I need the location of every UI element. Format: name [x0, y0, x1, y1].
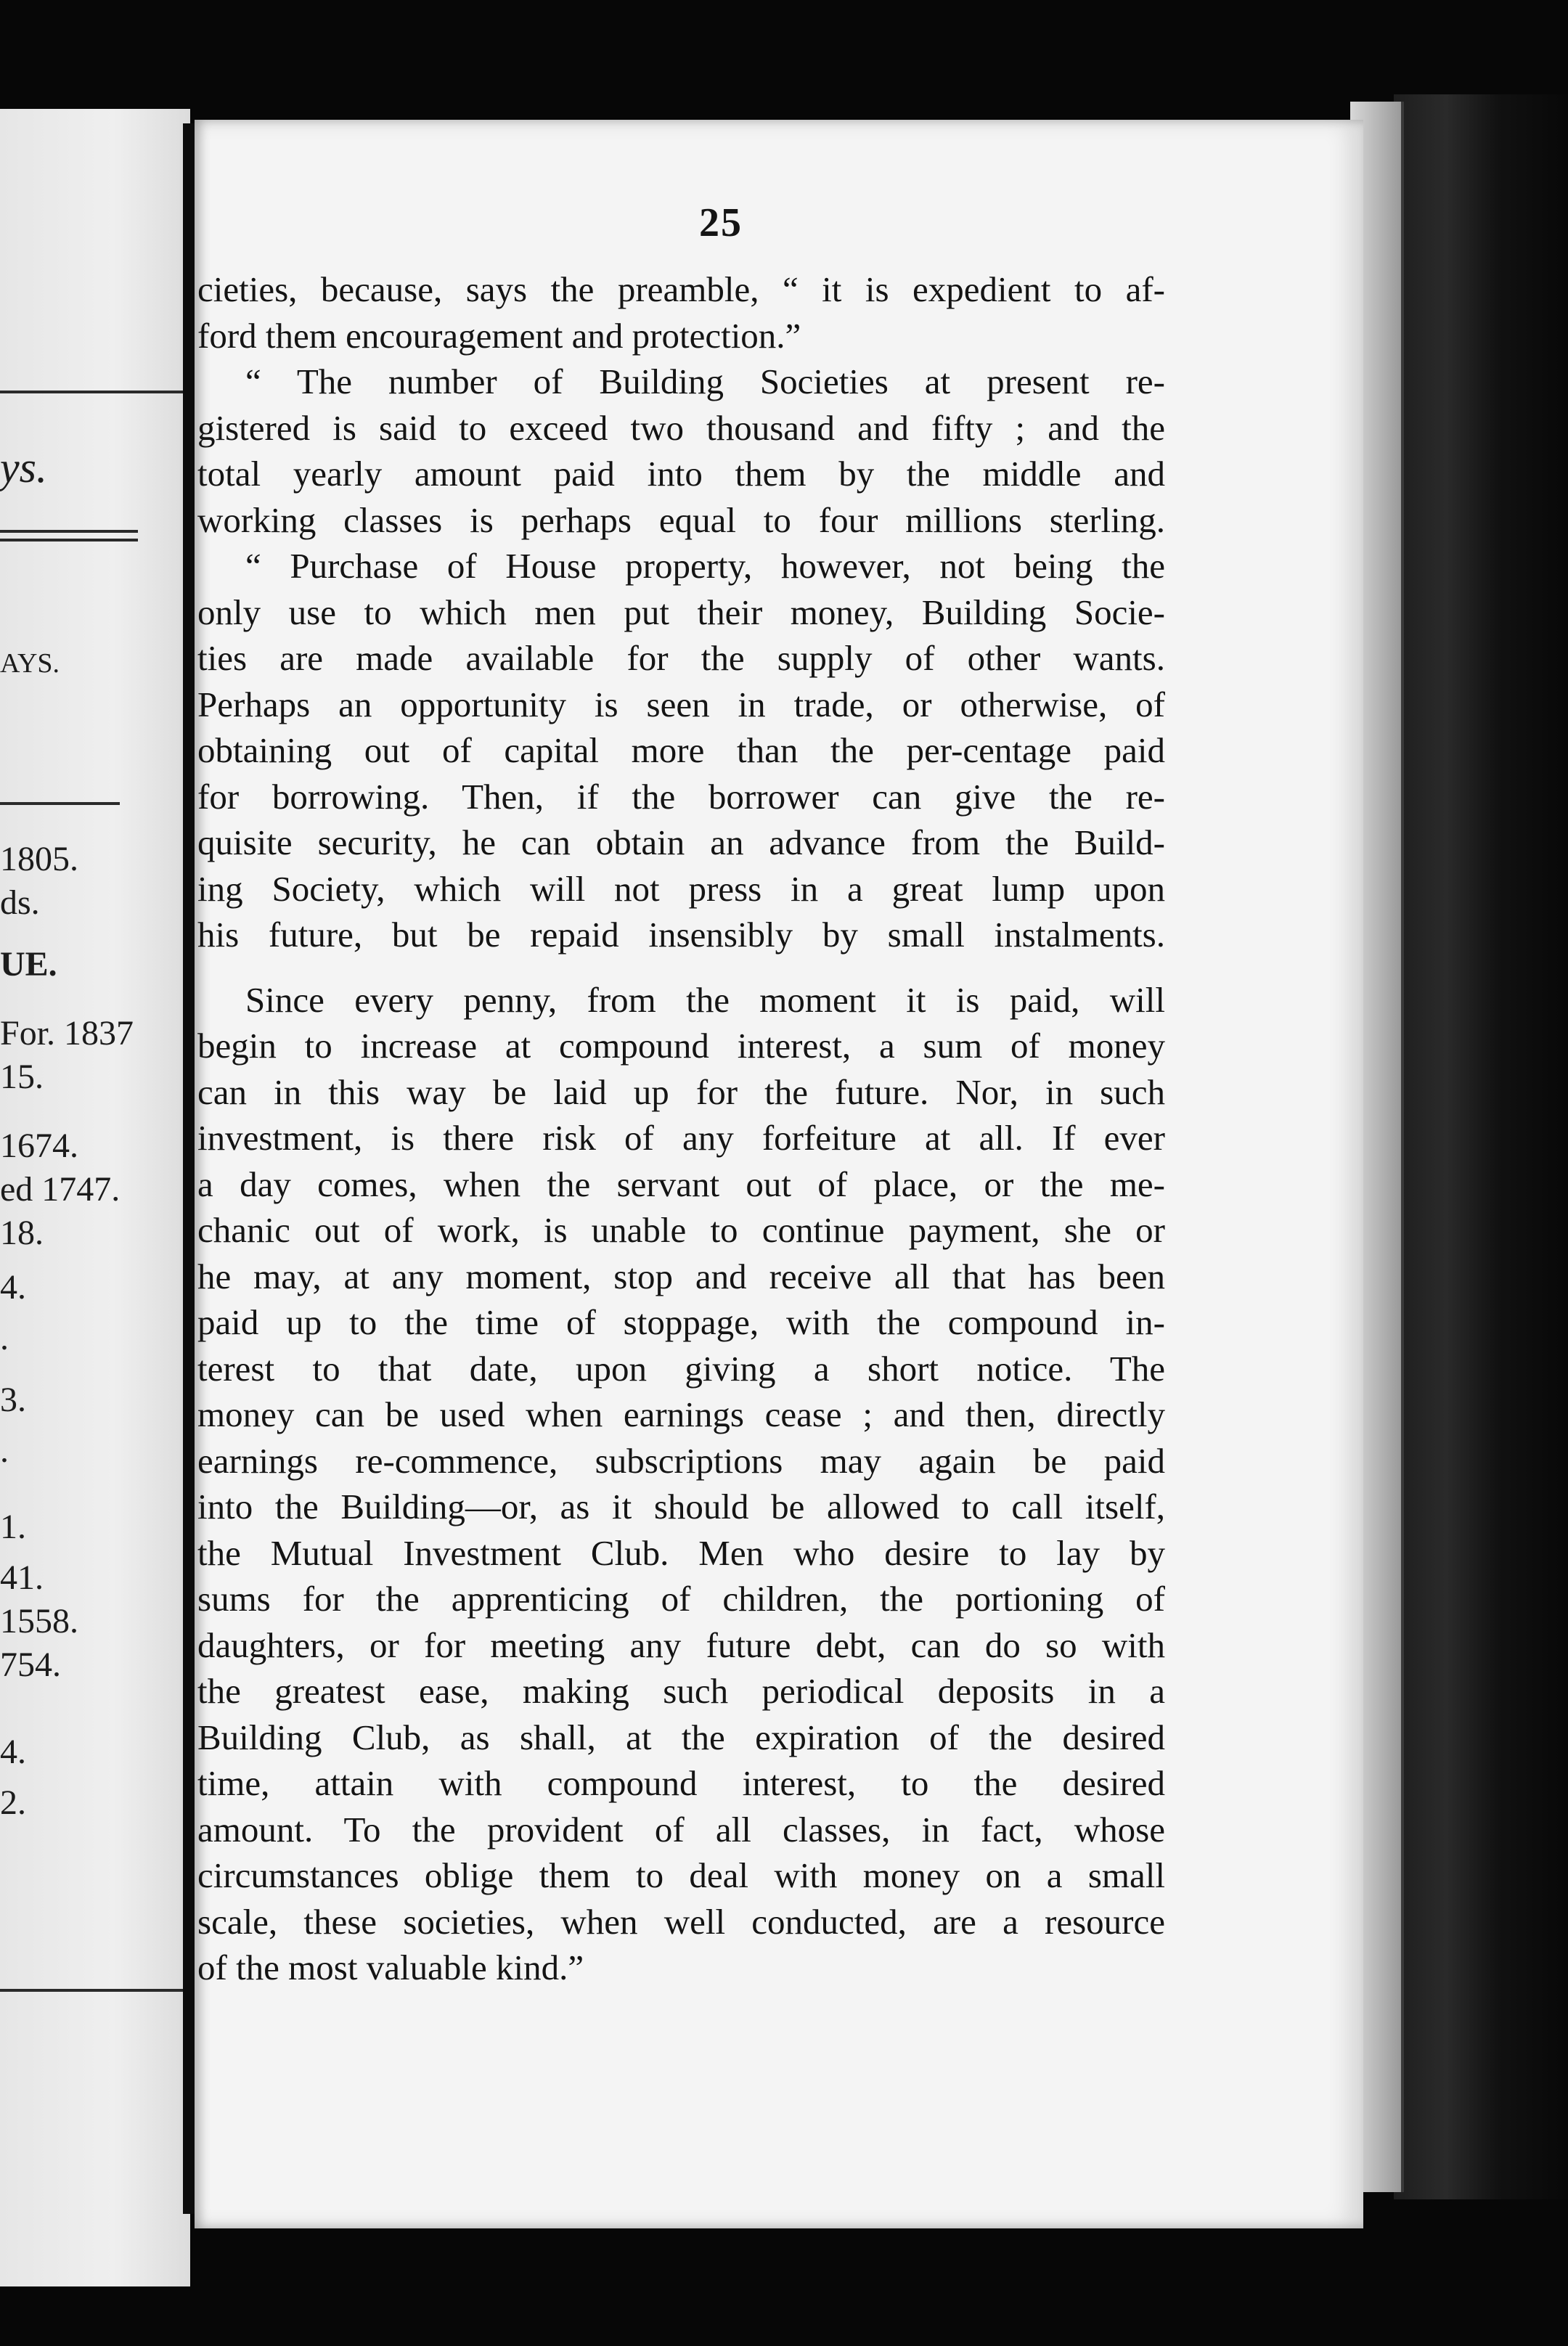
text-line: begin to increase at compound interest, a sum of money	[197, 1026, 1165, 1066]
facing-page-text: 754.	[0, 1646, 61, 1684]
text-line: earnings re-commence, subscriptions may again be paid	[197, 1440, 1165, 1481]
text-line: he may, at any moment, stop and receive all that has been	[197, 1256, 1165, 1296]
text-line: the greatest ease, making such periodical deposits in a	[197, 1671, 1165, 1711]
facing-page-text: ds.	[0, 883, 40, 922]
text-line: working classes is perhaps equal to four millions sterling.	[197, 499, 1165, 540]
text-line: Perhaps an opportunity is seen in trade, or otherwise, of	[197, 684, 1165, 724]
book-gutter	[183, 123, 195, 2214]
facing-page-text: For. 1837	[0, 1014, 134, 1053]
facing-page-fragment	[0, 109, 190, 2286]
facing-page-text: 1.	[0, 1508, 26, 1546]
book-binding-edge	[1394, 94, 1568, 2199]
main-page	[195, 120, 1363, 2228]
facing-page-text: .	[0, 1431, 9, 1470]
text-line: quisite security, he can obtain an advance from the Build-	[197, 822, 1165, 862]
text-line: ford them encouragement and protection.”	[197, 315, 801, 356]
text-line: his future, but be repaid insensibly by small instalments.	[197, 915, 1165, 955]
text-line: can in this way be laid up for the future. Nor, in such	[197, 1071, 1165, 1112]
text-line: scale, these societies, when well conducted, are a resource	[197, 1901, 1165, 1942]
facing-page-text: AYS.	[0, 648, 60, 679]
text-line: paid up to the time of stoppage, with the compound in-	[197, 1302, 1165, 1342]
text-line: circumstances oblige them to deal with money on a small	[197, 1855, 1165, 1895]
facing-page-rule	[0, 539, 138, 541]
text-line: only use to which men put their money, Building Socie-	[197, 592, 1165, 632]
text-line: cieties, because, says the preamble, “ it is expedient to af-	[197, 269, 1165, 309]
text-line: terest to that date, upon giving a short notice. The	[197, 1348, 1165, 1389]
text-line: Since every penny, from the moment it is paid, will	[245, 979, 1165, 1020]
page-number: 25	[699, 200, 743, 245]
text-line: “ Purchase of House property, however, not being the	[245, 546, 1165, 586]
facing-page-text: ys.	[0, 444, 47, 491]
facing-page-rule	[0, 802, 120, 805]
facing-page-rule	[0, 1989, 185, 1992]
text-line: the Mutual Investment Club. Men who desire to lay by	[197, 1532, 1165, 1573]
text-line: investment, is there risk of any forfeiture at all. If ever	[197, 1118, 1165, 1158]
text-line: amount. To the provident of all classes, in fact, whose	[197, 1809, 1165, 1850]
text-line: time, attain with compound interest, to the desired	[197, 1763, 1165, 1803]
text-line: gistered is said to exceed two thousand and fifty ; and the	[197, 407, 1165, 448]
facing-page-text: 2.	[0, 1783, 26, 1822]
paragraph-gap	[197, 958, 1165, 977]
text-line: Building Club, as shall, at the expiration of the desired	[197, 1717, 1165, 1757]
body-text	[197, 266, 1165, 1991]
text-line: money can be used when earnings cease ; and then, directly	[197, 1394, 1165, 1434]
facing-page-text: 4.	[0, 1268, 26, 1307]
facing-page-text: 1558.	[0, 1602, 78, 1640]
text-line: chanic out of work, is unable to continue payment, she or	[197, 1210, 1165, 1250]
text-line: daughters, or for meeting any future debt, can do so with	[197, 1624, 1165, 1665]
text-line: of the most valuable kind.”	[197, 1947, 584, 1987]
text-line: a day comes, when the servant out of place, or the me-	[197, 1164, 1165, 1204]
facing-page-text: ed 1747.	[0, 1170, 121, 1209]
text-line: total yearly amount paid into them by the middle and	[197, 454, 1165, 494]
facing-page-text: 1805.	[0, 840, 78, 878]
facing-page-text: 18.	[0, 1214, 44, 1252]
facing-page-rule	[0, 391, 185, 393]
text-line: sums for the apprenticing of children, the portioning of	[197, 1579, 1165, 1619]
facing-page-text: UE.	[0, 945, 57, 984]
facing-page-text: 15.	[0, 1058, 44, 1096]
text-line: ties are made available for the supply of other wants.	[197, 638, 1165, 678]
facing-page-text: .	[0, 1319, 9, 1357]
text-line: for borrowing. Then, if the borrower can give the re-	[197, 776, 1165, 817]
facing-page-text: 41.	[0, 1558, 44, 1597]
text-line: into the Building—or, as it should be allowed to call itself,	[197, 1487, 1165, 1526]
facing-page-text: 3.	[0, 1381, 26, 1419]
text-line: ing Society, which will not press in a great lump upon	[197, 868, 1165, 909]
facing-page-text: 4.	[0, 1733, 26, 1771]
text-line: “ The number of Building Societies at present re-	[245, 361, 1165, 401]
facing-page-rule	[0, 530, 138, 533]
facing-page-text: 1674.	[0, 1127, 78, 1165]
text-line: obtaining out of capital more than the per-centage paid	[197, 730, 1165, 770]
